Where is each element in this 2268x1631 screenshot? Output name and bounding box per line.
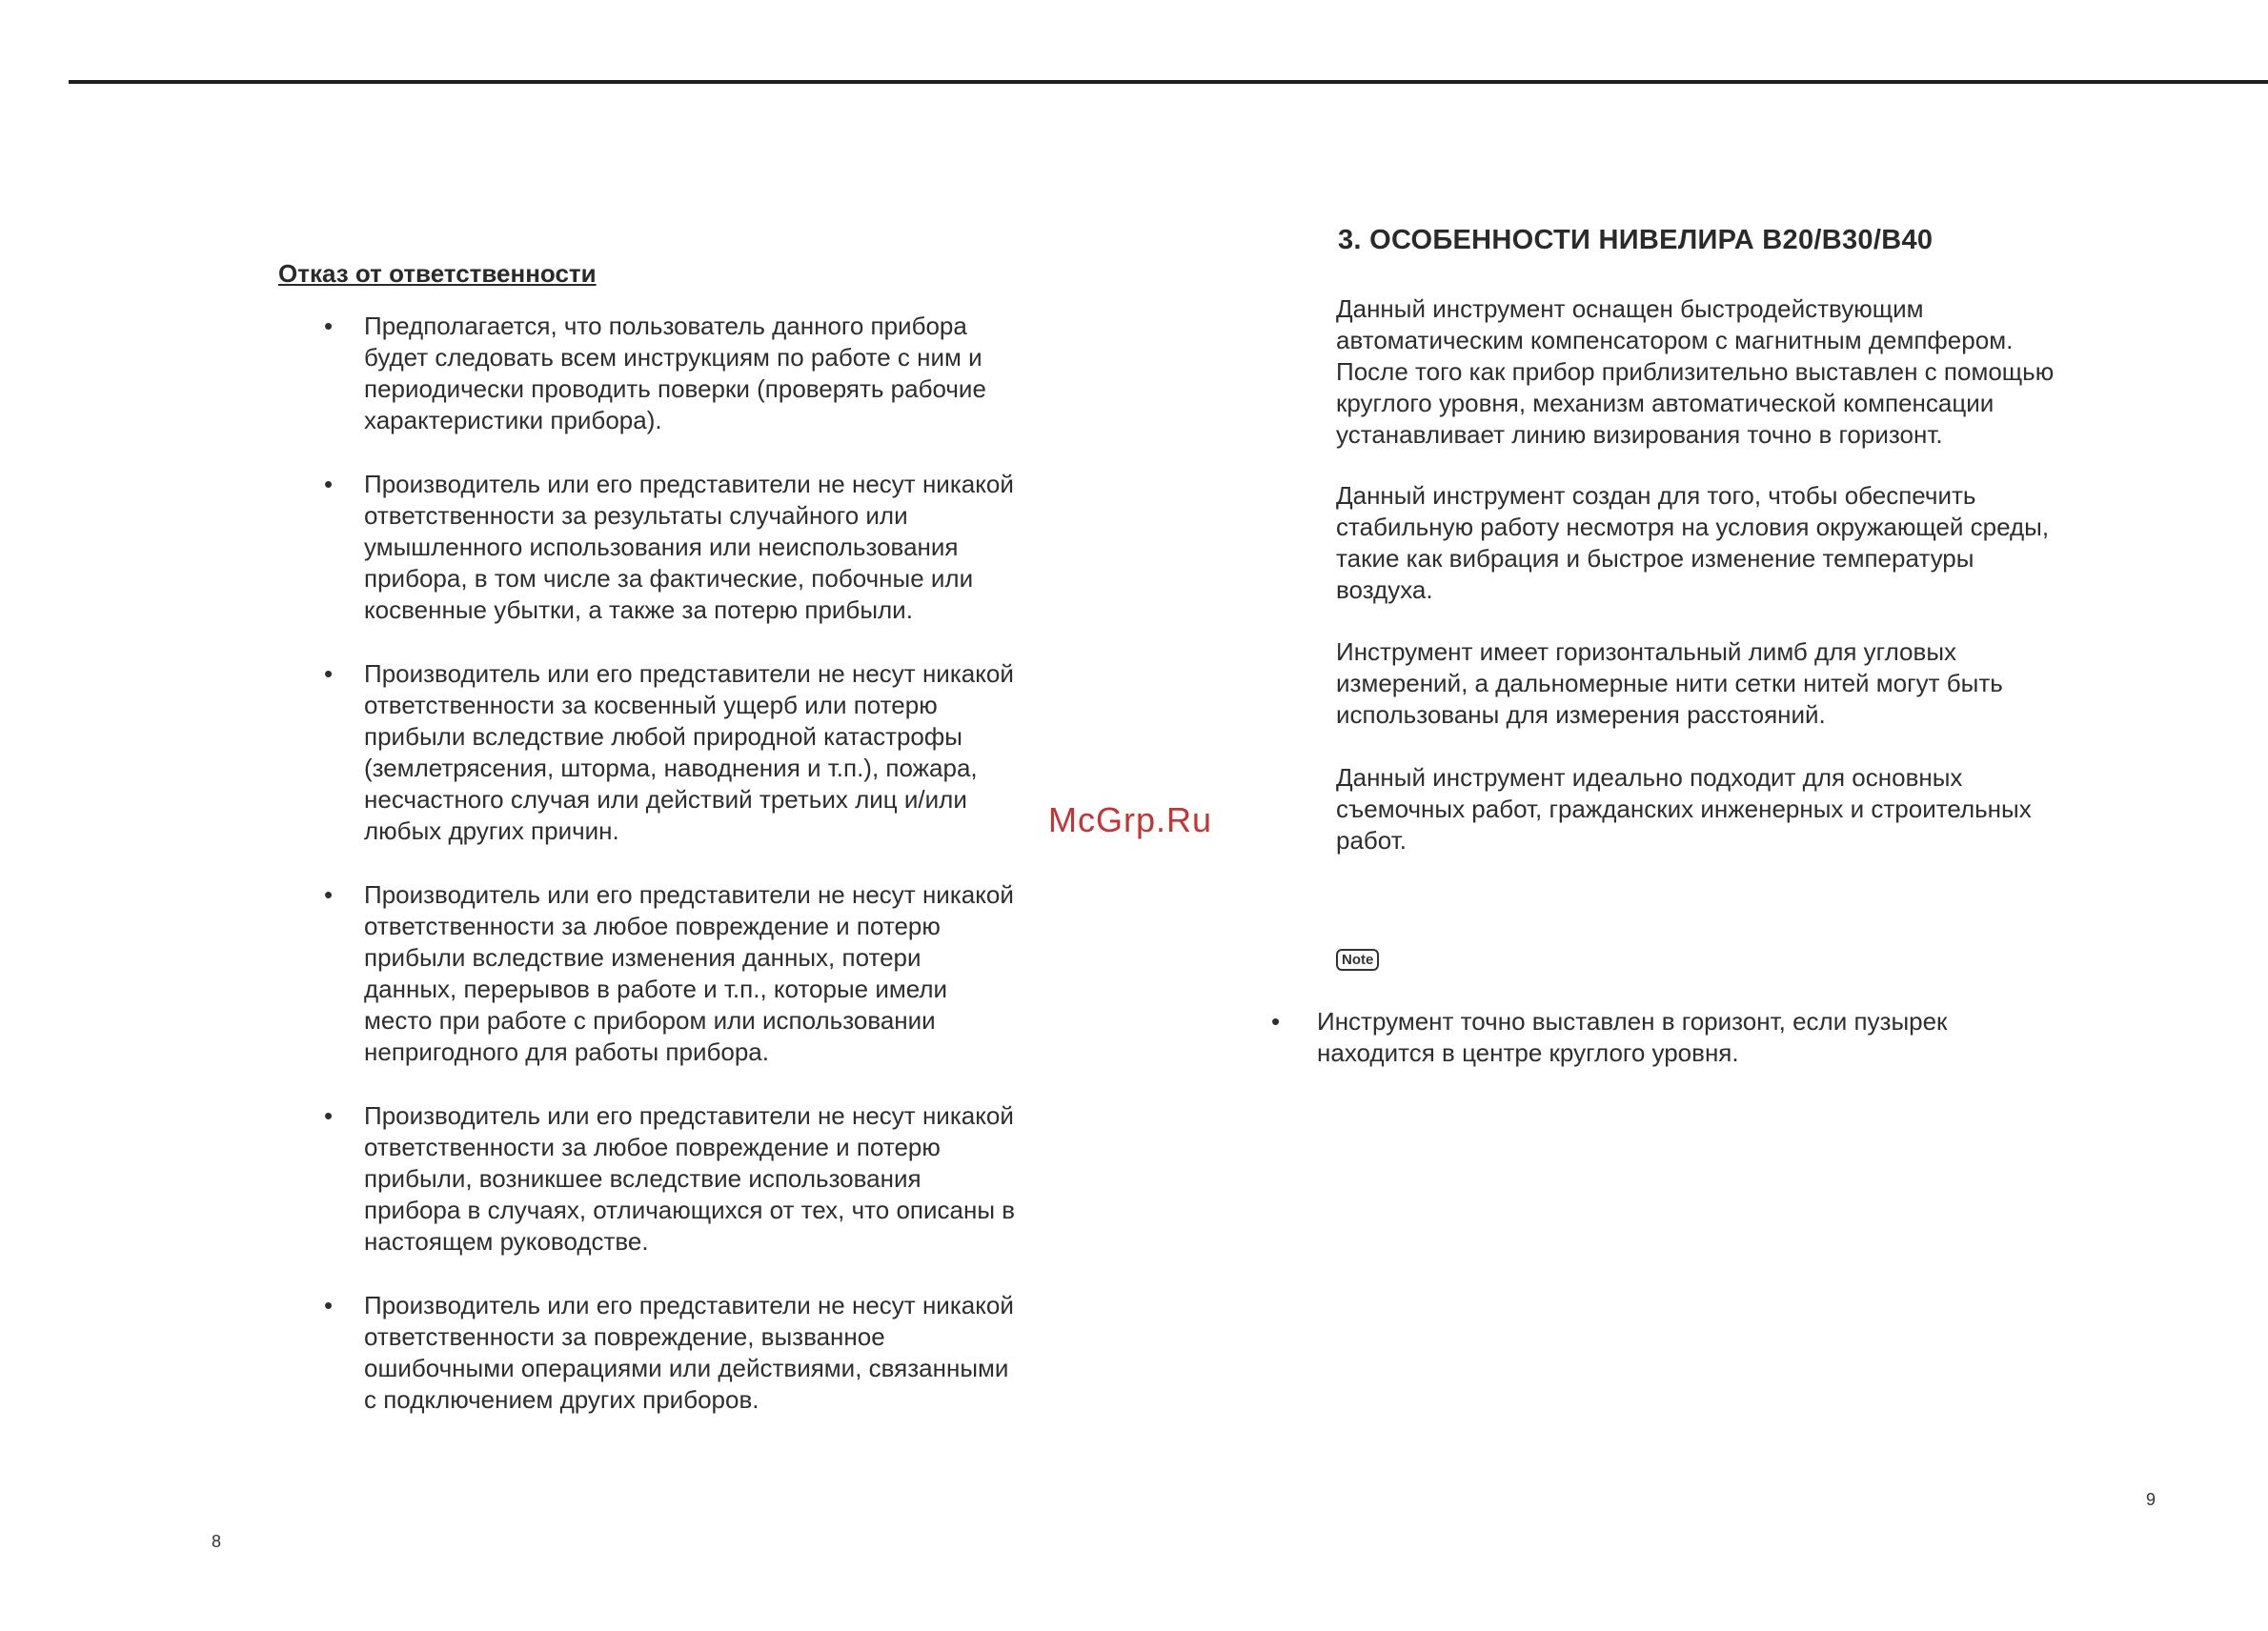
bullet-icon: • [324, 659, 334, 688]
bullet-icon: • [324, 1101, 334, 1130]
bullet-icon: • [1271, 1007, 1281, 1036]
note-list-item [1267, 1006, 2175, 1069]
list-item [314, 311, 1115, 436]
note-text: Инструмент точно выставлен в горизонт, если пузырек находится в центре круглого уровня. [1317, 1007, 1948, 1067]
list-item [314, 658, 1115, 847]
list-item [314, 879, 1115, 1068]
list-item [314, 1290, 1115, 1416]
bullet-icon: • [324, 470, 334, 498]
paragraph: Инструмент имеет горизонтальный лимб для угловых измерений, а дальномерные нити сетки нитей могут быть использованы для измерения расстояний. [1336, 637, 2003, 729]
watermark-text: McGrp.Ru [1048, 800, 1213, 839]
list-item-text: Производитель или его представители не несут никакой ответственности за любое повреждение и потерю прибыли, возникшее вследствие использования прибора в случаях, отличающихся от тех, что описаны в настоящем руководстве. [364, 1101, 1016, 1256]
list-item-text: Производитель или его представители не несут никакой ответственности за любое повреждение и потерю прибыли вследствие изменения данных, потери данных, перерывов в работе и т.п., которые имели место при работе с прибором или использовании непригодного для работы прибора. [364, 880, 1014, 1066]
paragraph: Данный инструмент идеально подходит для основных съемочных работ, гражданских инженерных и строительных работ. [1336, 763, 2032, 855]
page-number-right: 9 [2146, 1490, 2157, 1509]
right-page [1134, 0, 2268, 1631]
list-item [314, 469, 1115, 626]
disclaimer-list [314, 311, 1115, 1448]
bullet-icon: • [324, 1291, 334, 1319]
list-item-text: Производитель или его представители не несут никакой ответственности за повреждение, вызванное ошибочными операциями или действиями, связанными с подключением других приборов. [364, 1291, 1014, 1414]
note-icon: Note [1336, 949, 1379, 971]
bullet-icon: • [324, 312, 334, 340]
list-item [314, 1100, 1115, 1258]
paragraph: Данный инструмент создан для того, чтобы обеспечить стабильную работу несмотря на условия окружающей среды, такие как вибрация и быстрое изменение температуры воздуха. [1336, 481, 2050, 604]
list-item-text: Производитель или его представители не несут никакой ответственности за косвенный ущерб или потерю прибыли вследствие любой природной катастрофы (землетрясения, шторма, наводнения и т.п.), пожара, несчастного случая или действий третьих лиц и/или любых других причин. [364, 659, 1014, 845]
disclaimer-title: Отказ от ответственности [278, 259, 597, 288]
list-item-text: Предполагается, что пользователь данного прибора будет следовать всем инструкциям по работе с ним и периодически проводить поверки (проверять рабочие характеристики прибора). [364, 312, 986, 434]
bullet-icon: • [324, 880, 334, 909]
list-item-text: Производитель или его представители не несут никакой ответственности за результаты случайного или умышленного использования или неиспользования прибора, в том числе за фактические, побочные или косвенные убытки, а также за потерю прибыли. [364, 470, 1014, 624]
paragraph: Данный инструмент оснащен быстродействующим автоматическим компенсатором с магнитным демпфером. После того как прибор приблизительно выставлен с помощью круглого уровня, механизм автоматической компенсации устанавливает линию визирования точно в горизонт. [1336, 294, 2055, 449]
features-heading: 3. ОСОБЕННОСТИ НИВЕЛИРА B20/B30/B40 [1338, 225, 1934, 255]
page-number-left: 8 [212, 1532, 222, 1551]
